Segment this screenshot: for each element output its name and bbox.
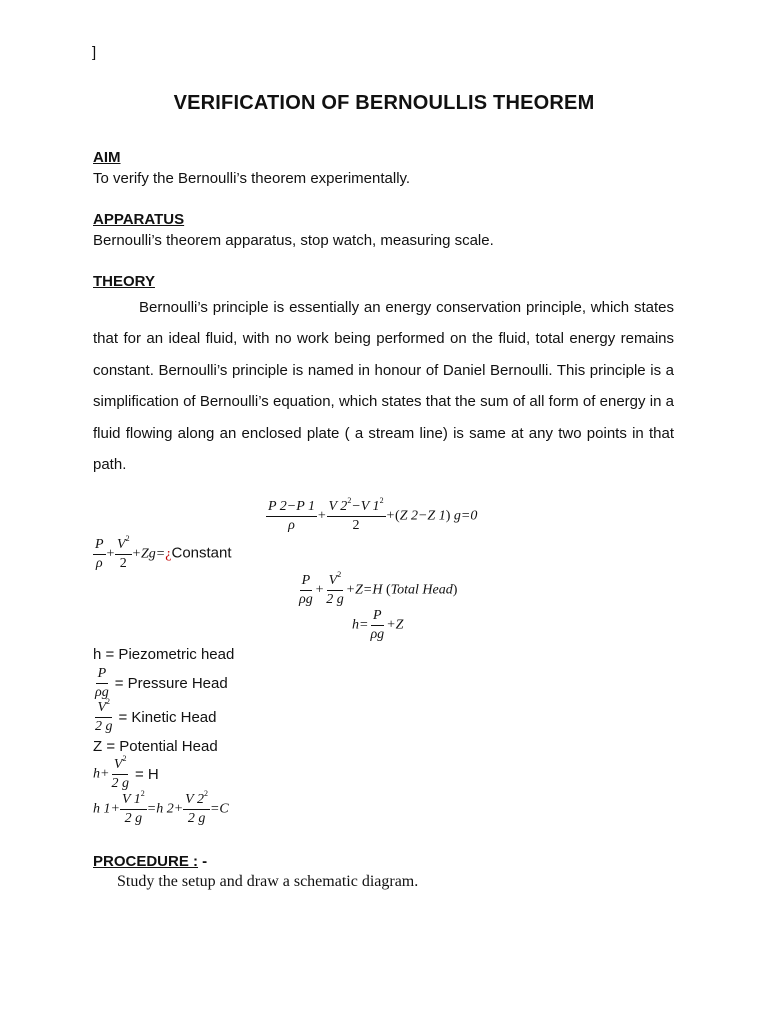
procedure-heading: PROCEDURE : [93,853,199,870]
equation-piezometric: h= $\frac{P}{\rho g}$ +Z [352,608,404,642]
def-h-total-row: h+ $\frac{V^2}{2 g}$ = H [93,754,159,791]
def-kinetic-row: $\frac{V^2}{2 g}$ = Kinetic Head [95,697,217,734]
procedure-step: Study the setup and draw a schematic diagram. [117,873,419,890]
equation-two-points: h 1+ $\frac{V 1^2}{2 g}$ =h 2+ $\frac{V 2^2}{2 g}$ =C [93,789,229,826]
apparatus-heading: APPARATUS [93,211,185,228]
equation-constant: $\frac{P}{\rho}$ + $\frac{V^2}{2}$ +Zg=¿Constant [95,534,232,571]
apparatus-text: Bernoulli’s theorem apparatus, stop watch, measuring scale. [93,232,494,249]
theory-text: Bernoulli’s principle is essentially an energy conservation principle, which states that for an ideal fluid, with no work being performed on the fluid, total energy remains constant. Bernoulli’s principle is named in honour of Daniel Bernoulli. This principle is a simplification of Bernoulli’s equation, which states that the sum of all form of energy in a fluid flowing along an enclosed plate ( a stream line) is same at any two points in that path. [93,299,674,474]
procedure-dash: - [198,853,208,870]
def-pressure-row: $\frac{P}{\rho g}$ = Pressure Head [95,666,228,700]
corner-mark: ] [92,44,97,61]
procedure-heading-row [93,852,207,872]
theory-paragraph [93,292,674,480]
equation-total-head: $\frac{P}{\rho g}$ + $\frac{V^2}{2 g}$ +Z=H (Total Head) [299,570,458,607]
aim-heading: AIM [93,149,121,166]
total-head-label: Total Head [390,582,453,598]
equation-bernoulli-two-points: $\frac{P 2-P 1}{\rho}$ + $\frac{V 2^2-V 1^2}{2}$ +(Z 2−Z 1) g=0 [268,496,478,533]
constant-label: Constant [171,544,232,562]
aim-text: To verify the Bernoulli’s theorem experimentally. [93,170,411,187]
theory-heading: THEORY [93,273,155,290]
def-potential: Z = Potential Head [93,738,218,755]
def-pressure: = Pressure Head [114,674,228,692]
def-piezometric: h = Piezometric head [93,646,235,663]
def-kinetic: = Kinetic Head [118,708,217,726]
page-title: VERIFICATION OF BERNOULLIS THEOREM [173,92,595,114]
def-h-total: = H [134,765,159,783]
